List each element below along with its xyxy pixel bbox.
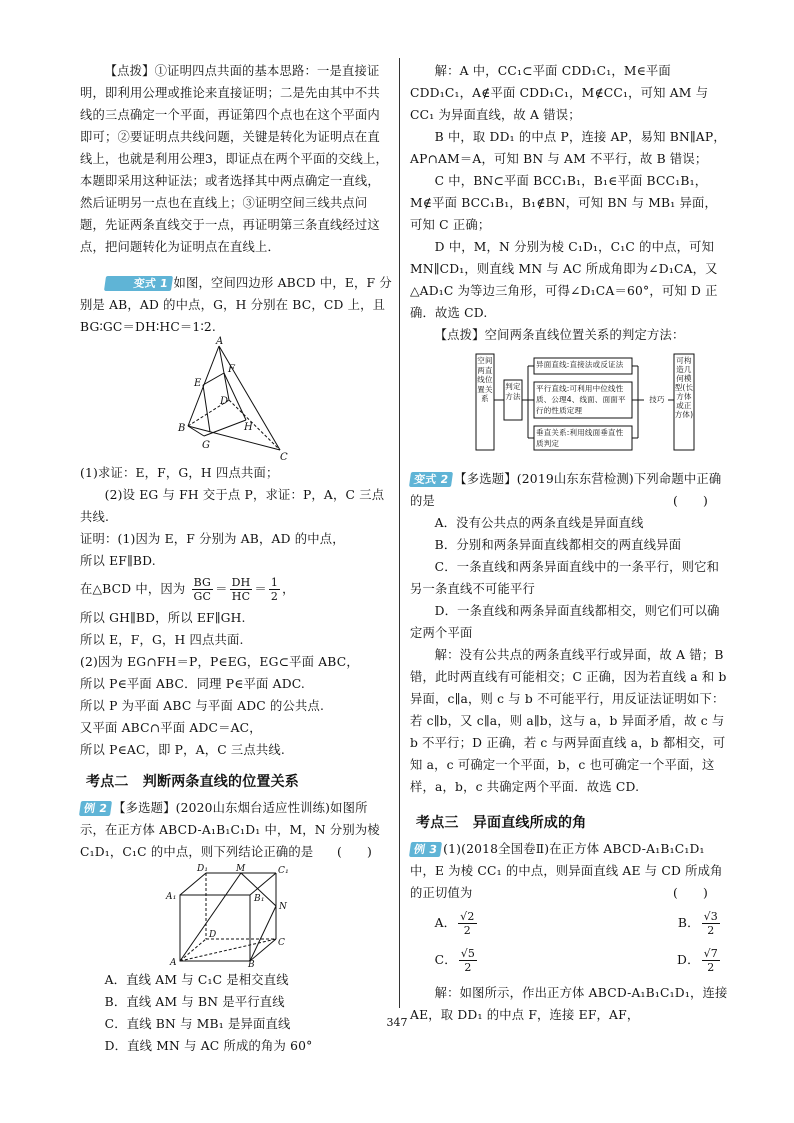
- proof-line: 所以 E，F，G，H 四点共面.: [80, 633, 244, 647]
- solution-paragraph: C 中，BN⊂平面 BCC₁B₁，B₁∈平面 BCC₁B₁，M∉平面 BCC₁B₁，B₁∉BN，可知 BN 与 MB₁ 异面，可知 C 正确；: [410, 174, 718, 232]
- proof-line-ratio: 在△BCD 中，因为 $\frac{BG}{GC}$ ＝ $\frac{DH}{HC}$ ＝ $\frac{1}{2}$ ，: [80, 576, 295, 603]
- option: B．分别和两条异面直线都相交的两直线异面: [434, 538, 682, 552]
- answer-blank: ( ): [673, 886, 708, 900]
- label-E: E: [194, 378, 202, 389]
- variant-1-badge: 变式 1: [104, 276, 173, 291]
- label-N: N: [279, 902, 288, 912]
- label-M: M: [236, 864, 246, 874]
- var1-question-1: (1)求证：E，F，G，H 四点共面；: [80, 466, 279, 480]
- label-B: B: [178, 423, 186, 434]
- option: B．直线 AM 与 BN 是平行直线: [104, 995, 285, 1009]
- answer-blank: ( ): [673, 494, 708, 508]
- label-C: C: [278, 938, 286, 948]
- label-H: H: [244, 422, 253, 433]
- solution-paragraph: 解：A 中，CC₁⊂平面 CDD₁C₁，M∈平面 CDD₁C₁，A∉平面 CDD₁C₁，M∉CC₁，可知 AM 与 CC₁ 为异面直线，故 A 错误；: [410, 64, 709, 122]
- option-B: B． $\frac{√3}{2}$: [677, 910, 718, 937]
- proof-line: 所以 P∈平面 ABC．同理 P∈平面 ADC.: [80, 677, 306, 691]
- variant-2-badge: 变式 2: [409, 472, 453, 487]
- proof-line: (2)因为 EG∩FH＝P，P∈EG，EG⊂平面 ABC，: [80, 655, 359, 669]
- example-3-badge: 例 3: [409, 842, 442, 857]
- label-A: A: [216, 336, 224, 347]
- flow-model: 可构造几何模型(长方体或正方体): [674, 356, 694, 419]
- option: C．一条直线和两条异面直线中的一条平行，则它和另一条直线不可能平行: [410, 560, 720, 596]
- proof-line: 所以 P 为平面 ABC 与平面 ADC 的公共点.: [80, 699, 325, 713]
- var1-question-2: (2)设 EG 与 FH 交于点 P，求证：P，A，C 三点共线.: [80, 488, 385, 524]
- right-column: [410, 60, 728, 1026]
- label-D: D: [220, 396, 229, 407]
- variant-2-stem: 变式 2 【多选题】(2019山东东营检测)下列命题中正确的是 ( ): [410, 468, 728, 512]
- solution-paragraph: B 中，取 DD₁ 的中点 P，连接 AP，易知 BN∥AP，AP∩AM＝A，可知 BN 与 AM 不平行，故 B 错误；: [410, 130, 726, 166]
- fraction: $\frac{BG}{GC}$: [193, 576, 212, 603]
- flow-branch-perp: 垂直关系:利用线面垂直性质判定: [536, 428, 624, 448]
- label-G: G: [202, 440, 211, 451]
- proof-line: 所以 EF∥BD.: [80, 554, 156, 568]
- label-D: D: [209, 930, 217, 940]
- variant-2-solution: 解：没有公共点的两条直线平行或异面，故 A 错；B 错，此时两直线有可能相交；C 正确，因为若直线 a 和 b 异面，c∥a，则 c 与 b 不可能平行，用反证法证明如下：若 c∥b，又 c∥a，则 a∥b，这与 a，b 异面矛盾，故 c 与 b 不平行；D 正确，若 c 与两异面直线 a，b 都相交，可知 a，c 可确定一个平面，b，c 也可确定一个平面，这样，a，b，c 共确定两个平面．故选 CD.: [410, 648, 727, 794]
- flow-branch-parallel: 平行直线:可利用中位线性质、公理4、线面、面面平行的性质定理: [536, 384, 626, 415]
- column-divider: [399, 58, 400, 1008]
- flowchart-diagram: [410, 350, 728, 454]
- options-row: [410, 947, 728, 974]
- tetrahedron-figure: [80, 336, 392, 463]
- flow-skill: 技巧: [649, 395, 665, 404]
- option: A．没有公共点的两条直线是异面直线: [434, 516, 644, 530]
- option: A．直线 AM 与 C₁C 是相交直线: [104, 973, 289, 987]
- label-C1: C₁: [278, 866, 289, 876]
- proof-line: 又平面 ABC∩平面 ADC＝AC，: [80, 721, 262, 735]
- example-2-badge: 例 2: [79, 801, 112, 816]
- proof-line: 所以 GH∥BD，所以 EF∥GH.: [80, 611, 246, 625]
- variant-1-stem: 变式 1 如图，空间四边形 ABCD 中，E，F 分别是 AB，AD 的中点，G，H 分别在 BC，CD 上，且 BG∶GC＝DH∶HC＝1∶2.: [80, 276, 392, 334]
- option-D: D． $\frac{√7}{2}$: [677, 947, 718, 974]
- tip-paragraph: 【点拨】①证明四点共面的基本思路：一是直接证明，即利用公理或推论来直接证明；二是先由其中不共线的三点确定一个平面，再证第四个点也在这个平面内即可；②要证明点共线问题，关键是转化为证明点在直线上，也就是利用公理3，即证点在两个平面的交线上，本题即采用这种证法；或者选择其中两点确定一直线，然后证明另一点也在直线上；③证明空间三线共点问题，先证两条直线交于一点，再证明第三条直线经过这点，把问题转化为证明点在直线上．: [80, 64, 388, 254]
- label-B: B: [248, 960, 255, 970]
- fraction: $\frac{1}{2}$: [270, 576, 279, 603]
- proof-line: 证明：(1)因为 E，F 分别为 AB，AD 的中点，: [80, 532, 345, 546]
- flow-branch-skew: 异面直线:直接法或反证法: [536, 360, 624, 369]
- flow-root: 空间两直线位置关系: [477, 356, 493, 403]
- label-A1: A₁: [166, 892, 177, 902]
- example-2-stem: 例 2 【多选题】(2020山东烟台适应性训练)如图所示，在正方体 ABCD-A₁B₁C₁D₁ 中，M，N 分别为棱 C₁D₁，C₁C 的中点，则下列结论正确的是 ( ): [80, 797, 392, 863]
- left-column: [80, 60, 392, 1057]
- example-3-solution: 解：如图所示，作出正方体 ABCD-A₁B₁C₁D₁，连接 AE，取 DD₁ 的中点 F，连接 EF，AF，: [410, 986, 728, 1022]
- section-heading-2: 考点二 判断两条直线的位置关系: [86, 774, 299, 790]
- solution-paragraph: D 中，M，N 分别为棱 C₁D₁，C₁C 的中点，可知 MN∥CD₁，则直线 MN 与 AC 所成角即为∠D₁CA，又△AD₁C 为等边三角形，可得∠D₁CA＝60°，可知 D 正确．故选 CD.: [410, 240, 718, 320]
- option: D．直线 MN 与 AC 所成的角为 60°: [104, 1039, 313, 1053]
- answer-blank: ( ): [337, 845, 372, 859]
- page-number: 347: [386, 1016, 408, 1029]
- label-A: A: [170, 958, 177, 968]
- option-C: C． $\frac{√5}{2}$: [434, 947, 476, 974]
- section-heading-3: 考点三 异面直线所成的角: [416, 815, 587, 831]
- label-D1: D₁: [197, 864, 209, 874]
- options-row: [410, 910, 728, 937]
- option: D．一条直线和两条异面直线都相交，则它们可以确定两个平面: [410, 604, 720, 640]
- label-F: F: [228, 364, 236, 375]
- label-C: C: [280, 452, 288, 463]
- cube-figure: [80, 864, 392, 970]
- tip-heading: 【点拨】空间两条直线位置关系的判定方法：: [434, 328, 685, 342]
- example-3-stem: 例 3 (1)(2018全国卷Ⅱ)在正方体 ABCD-A₁B₁C₁D₁ 中，E 为棱 CC₁ 的中点，则异面直线 AE 与 CD 所成角的正切值为 ( ): [410, 838, 728, 904]
- label-B1: B₁: [254, 894, 265, 904]
- option: C．直线 BN 与 MB₁ 是异面直线: [104, 1017, 291, 1031]
- fraction: $\frac{DH}{HC}$: [231, 576, 251, 603]
- proof-line: 所以 P∈AC，即 P，A，C 三点共线.: [80, 743, 286, 757]
- flow-method: 判定方法: [505, 382, 521, 401]
- option-A: A． $\frac{√2}{2}$: [434, 910, 475, 937]
